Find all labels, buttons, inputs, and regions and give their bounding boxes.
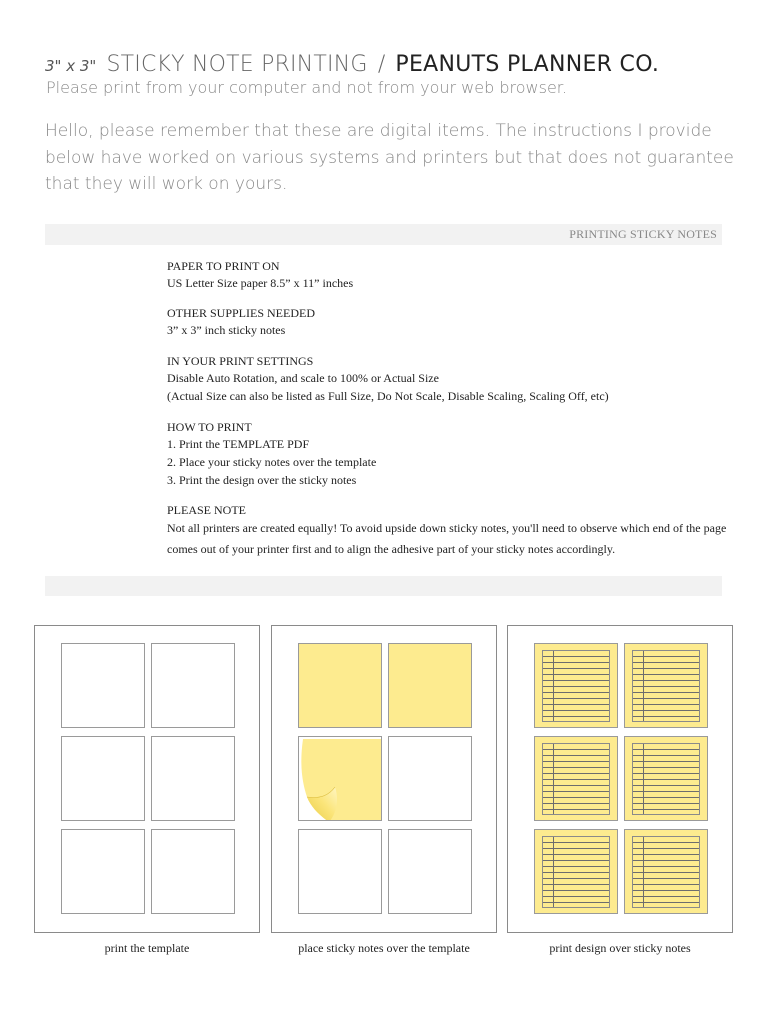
printed-sticky-note bbox=[624, 829, 708, 914]
how-to-heading: HOW TO PRINT bbox=[167, 420, 252, 434]
lined-design bbox=[542, 836, 610, 908]
title-main: STICKY NOTE PRINTING bbox=[106, 52, 368, 77]
template-panel bbox=[34, 625, 260, 933]
printed-sticky-note bbox=[624, 643, 708, 728]
caption-placement: place sticky notes over the template bbox=[298, 941, 470, 955]
title-brand: PEANUTS PLANNER CO. bbox=[395, 52, 660, 77]
settings-heading: IN YOUR PRINT SETTINGS bbox=[167, 354, 314, 368]
lined-design bbox=[632, 836, 700, 908]
template-square bbox=[61, 643, 145, 728]
printed-sticky-note bbox=[534, 736, 618, 821]
note-body: Not all printers are created equally! To avoid upside down sticky notes, you'll need to observe which end of the page comes out of your printer first and to align the adhesive part of your sticky notes accordingly. bbox=[167, 521, 727, 556]
how-to-step-3: 3. Print the design over the sticky notes bbox=[167, 473, 357, 487]
lined-design bbox=[542, 743, 610, 815]
section-footer-bar bbox=[45, 576, 722, 596]
settings-section bbox=[167, 353, 727, 405]
title-size-label: 3" x 3" bbox=[45, 57, 97, 75]
template-square bbox=[61, 829, 145, 914]
note-heading: PLEASE NOTE bbox=[167, 503, 246, 517]
note-section bbox=[167, 502, 727, 560]
sticky-placement-panel bbox=[271, 625, 497, 933]
supplies-section bbox=[167, 305, 727, 339]
sticky-note-peeling bbox=[298, 736, 382, 821]
how-to-step-2: 2. Place your sticky notes over the template bbox=[167, 455, 377, 469]
paper-heading: PAPER TO PRINT ON bbox=[167, 259, 280, 273]
lined-design bbox=[632, 743, 700, 815]
peeling-sticky-note-graphic bbox=[299, 737, 382, 821]
how-to-step-1: 1. Print the TEMPLATE PDF bbox=[167, 437, 310, 451]
template-square bbox=[151, 829, 235, 914]
section-header-label: PRINTING STICKY NOTES bbox=[569, 227, 717, 241]
intro-paragraph: Hello, please remember that these are digital items. The instructions I provide below have worked on various systems and printers but that does not guarantee that they will work on yours. bbox=[45, 121, 734, 194]
template-square bbox=[61, 736, 145, 821]
lined-design bbox=[632, 650, 700, 722]
sticky-note bbox=[298, 643, 382, 728]
paper-section bbox=[167, 258, 727, 292]
supplies-line: 3” x 3” inch sticky notes bbox=[167, 323, 286, 337]
page-title bbox=[45, 44, 659, 76]
template-square bbox=[388, 829, 472, 914]
lined-design bbox=[542, 650, 610, 722]
sticky-note bbox=[388, 643, 472, 728]
printed-sticky-note bbox=[534, 643, 618, 728]
template-square bbox=[388, 736, 472, 821]
template-square bbox=[151, 736, 235, 821]
paper-line: US Letter Size paper 8.5” x 11” inches bbox=[167, 276, 354, 290]
caption-printed: print design over sticky notes bbox=[549, 941, 691, 955]
settings-line-2: (Actual Size can also be listed as Full Size, Do Not Scale, Disable Scaling, Scaling Off, etc) bbox=[167, 389, 609, 403]
caption-template: print the template bbox=[104, 941, 190, 955]
title-separator: / bbox=[377, 52, 386, 77]
supplies-heading: OTHER SUPPLIES NEEDED bbox=[167, 306, 316, 320]
subtitle: Please print from your computer and not from your web browser. bbox=[46, 78, 567, 97]
template-square bbox=[298, 829, 382, 914]
settings-line-1: Disable Auto Rotation, and scale to 100% or Actual Size bbox=[167, 371, 439, 385]
printed-sticky-note bbox=[534, 829, 618, 914]
printed-sticky-note bbox=[624, 736, 708, 821]
section-header-bar bbox=[45, 224, 722, 245]
template-square bbox=[151, 643, 235, 728]
printed-design-panel bbox=[507, 625, 733, 933]
how-to-section bbox=[167, 419, 727, 489]
